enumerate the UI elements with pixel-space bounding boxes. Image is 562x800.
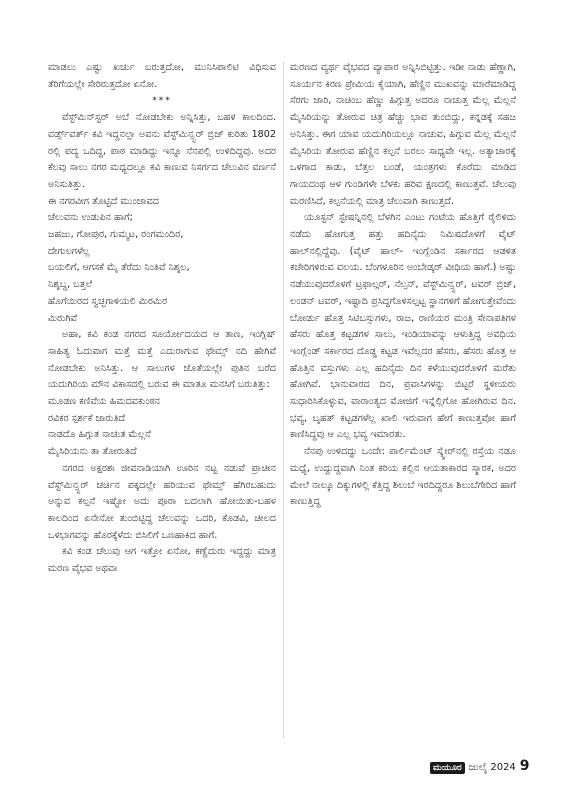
poem-quote [48, 194, 276, 328]
poem-quote [48, 394, 276, 461]
verse-line: ಈ ನಗರವೀಗ ತೊಟ್ಟಿದೆ ಮುಂಜಾವದ [48, 195, 159, 207]
verse-line: ನಾಡದೊ ಹಿಗ್ಗುತ ನಾಚುತ ಮೆಲ್ಲನೆ [48, 429, 151, 441]
paragraph: ಅಹಾ, ಕವಿ ಕಂಡ ನಗರದ ಸೂರ್ಯೋದಯದ ಆ ತಾಣ, ಇಂಗ್ಲಿಷ್ ಸಾಹಿತ್ಯ ಓದುವಾಗ ಮತ್ತೆ ಮತ್ತೆ ಎದುರಾಗುವ ಥೇಮ್ಸ್ ನದಿ ಹೇಗಿವೆ ನೋಡಬೇಕು ಅನಿಸಿತ್ತು. ಆ ಸಾಲುಗಳ ಜೊತೆಯಲ್ಲೇ ಪುತಿನ ಬರೆದ ಯದುಗಿರಿಯ ಮೌನ ವಿಕಾಸದಲ್ಲಿ ಬರುವ ಈ ಮಾತೂ ಮನಸಿಗೆ ಬರುತಿತ್ತು: [48, 329, 276, 391]
paragraph: ನೆನಪು ಉಳಿದದ್ದು ಒಂದೇ: ಪಾರ್ಲಿಮೆಂಟ್ ಸ್ಕ್ವೇರ್‌ನಲ್ಲಿ ರಸ್ತೆಯ ನಡೂ ಮಧ್ಯೆ, ಉದ್ದುದ್ದವಾಗಿ ನಿಂತ ಕರಿಯ ಕಲ್ಲಿನ ಆಯತಾಕಾರದ ಸ್ಮಾರಕ, ಅದರ ಮೇಲೆ ನಾಲ್ಕೂ ದಿಕ್ಕುಗಳಲ್ಲಿ ಕೆತ್ತಿದ್ದ ಶಿಲುಬೆ ಇರದಿದ್ದರೂ ಶಿಲುಬೆಗೇರಿದ ಹಾಗೆ ಕಾಣುತ್ತಿದ್ದ [290, 446, 516, 508]
right-column [290, 60, 516, 511]
paragraph: ನಗರದ ಅಕ್ಷರಶಃ ಜೀವನಾಡಿಯಾಗಿ ಊರಿನ ನಟ್ಟ ನಡುವೆ ಪ್ರಾಚೀನ ವೆಸ್ಟ್‌ಮಿನ್ಸ್ಟರ್ ಚರ್ಚಿನ ಪಕ್ಕದಲ್ಲೇ ಹರಿಯುವ ಥೇಮ್ಸ್ ಹೆಗಿರಬಹುದು ಅನ್ನುವ ಕಲ್ಪನೆ ಇಷ್ಟೋ ಅದು ಪೂರಾ ಬದಲಾಗಿ ಹೋಯಿತು-ಬಹಳ ಕಾಲದಿಂದ ಏನೇನೋ ತುಂಬಿಟ್ಟಿದ್ದ ಚೆಲುವನ್ನು ಒದರಿ, ಕೊಡವಿ, ಚೀಲದ ಒಳಭಾಗವನ್ನು ಹೊರಕ್ಕೆಳೆದು ಬಿಸಿಲಿಗೆ ಒಣಹಾಕಿದ ಹಾಗೆ. [48, 462, 276, 541]
paragraph: ಮಾಡಲು ಎಷ್ಟು ಖರ್ಚು ಬರುತ್ತದೋ, ಮುನಿಸಿಪಾಲಿಟಿ ವಿಧಿಸುವ ತೆರಿಗೆಯಲ್ಲೇ ಸೇರಿರುತ್ತದೋ ಏನೋ. [48, 62, 276, 90]
magazine-logo: ಮಯೂರ [430, 762, 465, 774]
verse-line: ಬಯಲಿಗೆ, ಆಗಸಕೆ ಮೈ ತೆರೆದು ನಿಂತಿವೆ ನಿಶ್ಶಲ, [48, 262, 190, 274]
section-separator: *** [152, 96, 172, 107]
column-divider [283, 62, 284, 738]
page-number: 9 [519, 758, 530, 774]
page-footer [430, 758, 530, 774]
paragraph: ಕವಿ ಕಂಡ ಚೆಲುವು ಆಗ ಇತ್ತೋ ಏನೋ, ಕಣ್ಣೆದುರು ಇದ್ದದ್ದು ಮಾತ್ರ ಮರಣ ವೈಭವ ಅಥವಾ [48, 546, 276, 575]
verse-line: ರವಿಕರ ಸ್ಪರ್ಶಕೆ ಜಾರುತಿದೆ [48, 412, 126, 424]
verse-line: ದೇಗುಲಗಳೆಲ್ಲ [48, 245, 90, 257]
verse-line: ಜಹಜು, ಗೋಪುರ, ಗುಮ್ಮಟ, ರಂಗಮಂದಿರ, [48, 229, 184, 241]
verse-line: ಮಿರುಗಿವೆ [48, 312, 78, 324]
left-column [48, 60, 276, 578]
paragraph: ವೆಸ್ಟ್‌ಮಿನ್‌ಸ್ಟರ್ ಅಬೆ ನೋಡಬೇಕು ಅನ್ನಿಸಿತ್ತು, ಬಹಳ ಕಾಲದಿಂದ. ವರ್ಡ್ಸ್‌ವರ್ತ್ ಕವಿ ಇದ್ದನಲ್ಲಾ ಅವನು ವೆಸ್ಟ್‌ಮಿನ್ಸ್ಟರ್ ಬ್ರಿಜ್ ಕುರಿತು 1802 ರಲ್ಲಿ ಪದ್ಯ ಒದಿದ್ದ, ಪಾಠ ಮಾಡಿದ್ದು ಇನ್ನೂ ನೆನಪಲ್ಲಿ ಉಳಿದಿದ್ದವು. ಅದರ ಕೆಲವು ಸಾಲು ನಗರ ಮಧ್ಯದಲ್ಲೂ ಕವಿ ಕಾಣುವ ನಿಸರ್ಗದ ಚೆಲುವಿನ ವರ್ಣನೆ ಅನಿಸುತಿತ್ತು. [48, 112, 276, 190]
verse-line: ಮೂಡಣ ಕಣಿವೆಯ ಹಿಮದವಕುಂಠನ [48, 396, 160, 408]
paragraph: ಯೂಸ್ಟನ್ ಸ್ಟೇಷನ್ನಿನಲ್ಲಿ ಬೆಳಗಿನ ಎಂಟು ಗಂಟೆಯ ಹೊತ್ತಿಗೆ ರೈಲಿಳಿದು ನಡೆದು ಹೋಗುತ್ತ ಹತ್ತು ಹದಿನೈದು ನಿಮಿಷದೊಳಗೆ ವೈಟ್ ಹಾಲ್‌ನಲ್ಲಿದ್ದೆವು. (ವೈಟ್ ಹಾಲ್- ಇಂಗ್ಲೆಂಡಿನ ಸರ್ಕಾರದ ಆಡಳಿತ ಕಚೇರಿಗಳಿರುವ ವಲಯ. ಬೆಂಗಳೂರಿನ ಅಂಬೇಡ್ಕರ್ ವೀಧಿಯ ಹಾಗೆ.) ಅಷ್ಟು ನಡೆಯುವುದರೊಳಗೆ ಟ್ರಫಾಲ್ಗರ್, ನೆಲ್ಸನ್, ವೆಸ್ಟ್‌ಮಿನ್ಸ್ಟರ್, ಟವರ್ ಬ್ರಿಜ್, ಲಂಡನ್ ಟವರ್, ಇಷ್ಟಾದಿ ಪ್ರಸಿದ್ಧಗೊಳಿಸಲ್ಪಟ್ಟ ಸ್ಥಾನಗಳಿಗೆ ಹೋಗುತ್ತೇವೆಂದು ಬೋರ್ಡು ಹೊತ್ತ ಸಿಟಿಬಸ್ಸುಗಳು, ರಾಜ, ರಾಣಿಯರ ಮಂತ್ರಿ ಸೇನಾಪತಿಗಳ ಹೆಸರು ಹೊತ್ತ ಕಟ್ಟಡಗಳ ಸಾಲು, ಇಂಡಿಯಾವನ್ನು ಆಳುತ್ತಿದ್ದ ಅವಧಿಯ ಇಂಗ್ಲೆಂಡ್ ಸರ್ಕಾರದ ದೊಡ್ಡ ಕಟ್ಟಡ ಇವೆಲ್ಲದರ ಹೆಸರು, ಹೆಸರು ಹೊತ್ತ ಆ ಹೊತ್ತಿನ ವಸ್ತುಗಳು ಎಲ್ಲ ಹದಿನೈದು ದಿನ ಕಳೆಯುವುದರೊಳಗೆ ಮರೆತು ಹೋಗಿವೆ. ಭಾನುವಾರದ ದಿನ, ಪ್ರವಾಸಿಗಳನ್ನು ಬಿಟ್ಟರೆ ಸ್ಥಳೀಯರು ಸುಧಾರಿಸಿಕೊಳ್ಳುವ, ವಾರಾಂತ್ಯದ ಮೋಜಿಗೆ ಇನ್ನೆಲ್ಲಿಗೋ ಹೋಗಿರುವ ದಿನ. ಭವ್ಯ, ಬೃಹತ್ ಕಟ್ಟಡಗಳೆಲ್ಲ ಖಾಲಿ ಇರುವಾಗ ಹೇಗೆ ಕಾಣುತ್ತವೋ ಹಾಗೆ ಕಾಣಿಸಿದ್ದವು ಆ ಎಲ್ಲ ಭವ್ಯ ಇಮಾರತು. [290, 212, 516, 441]
verse-line: ಮೈಸಿರಿಯನು ತಾ ತೋರುತಿದೆ [48, 446, 137, 458]
paragraph: ಮರಣದ ವ್ಯರ್ಥ ವೈಭವದ ವ್ಯಾಪಾರ ಅನ್ನಿಸಿಬಿಟ್ಟಿತ್ತು. ಇಡೀ ನಾಡು ಹೆಣ್ಣಾಗಿ, ಸೂರ್ಯನ ಕಿರಣ ಪ್ರೇಮಿಯ ಕೈಯಾಗಿ, ಹೆಣ್ಣಿನ ಮುಖವನ್ನು ಮಾರೆಮಾಡಿದ್ದ ಸೆರಗು ಜಾರಿ, ನಾಚಿಂಬ ಹೆಣ್ಣು ಹಿಗ್ಗುತ್ತ ಅದರೂ ನಾಚುತ್ತ ಮೆಲ್ಲ ಮೆಲ್ಲನೆ ಮೈಸಿರಿಯನ್ನು ತೋರುವ ಚಿತ್ರ ಹೆಚ್ಚು ಭಾವ ತುಂಬಿದ್ದು, ಕನ್ನಡಕ್ಕೆ ಸಹಜ ಅನಿಸಿತ್ತು. ಈಗ ಯಾವ ಯದುಗಿರಿಯಲ್ಲೂ ನಾಚುವ, ಹಿಗ್ಗುವ ಮೆಲ್ಲ ಮೆಲ್ಲನೆ ಮೈಸಿರಿಯ ತೋರುವ ಹೆಣ್ಣಿನ ಕಲ್ಪನೆ ಬರಲು ಸಾಧ್ಯವೇ ಇಲ್ಲ. ಅತ್ಯಾಚಾರಕ್ಕೆ ಒಳಗಾದ ಕಾಡು, ಬೆತ್ತಲ ಬಂಡೆ, ಯಂತ್ರಗಳು ಕೊರೆದು ಮಾಡಿದ ಗಾಯದಂಥ ಆಳ ಗುಂಡಿಗಳೇ ಬೆಳಕು ಹರಿವ ಕ್ಷಣದಲ್ಲಿ ಕಾಣುತ್ತವೆ. ಚೆಲುವು ಮರಣಿಸಿದೆ, ಕಲ್ಪನೆಯಲ್ಲಿ ಮಾತ್ರ ಚೆಲುವಾಗಿ ಕಾಣುತ್ತದೆ. [290, 62, 516, 207]
verse-line: ನಿಶ್ಶಬ್ದ, ಬತ್ತಲೆ [48, 279, 93, 291]
verse-line: ಹೊಗೆಯಿರದ ಸ್ವಚ್ಛಗಾಳಿಯಲಿ ಮಿರಮಿರ [48, 295, 168, 307]
issue-date: ಜುಲೈ 2024 [468, 762, 516, 773]
verse-line: ಚೆಲುವನು ಉಡುಪಿನ ಹಾಗೆ; [48, 212, 133, 224]
